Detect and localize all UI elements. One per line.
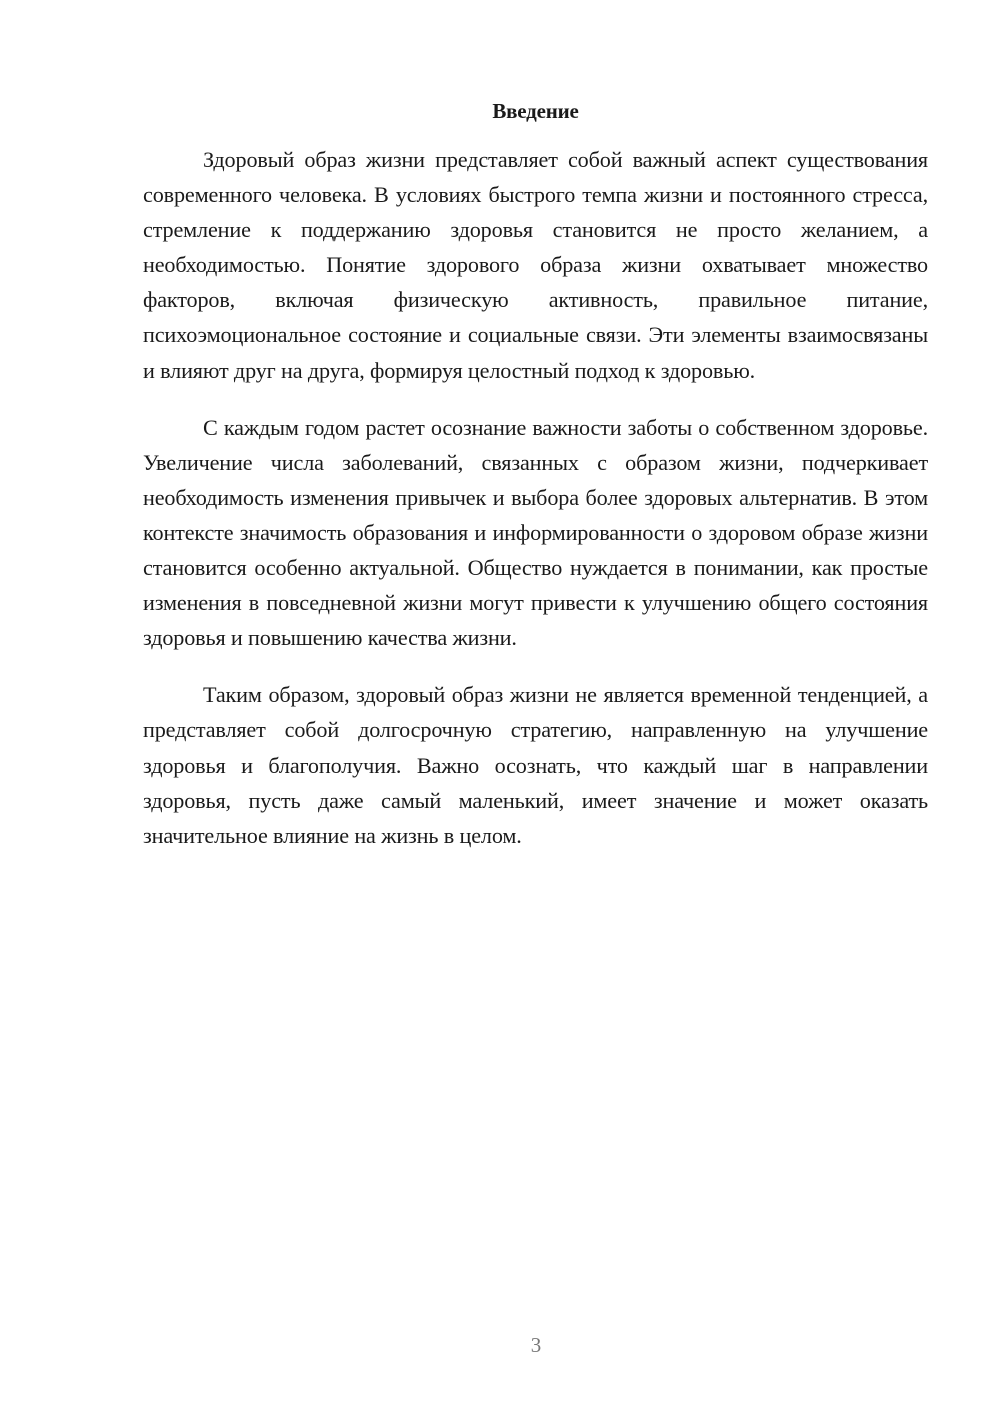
page-content <box>143 94 928 875</box>
page-number: 3 <box>530 1333 542 1357</box>
paragraph-1: Здоровый образ жизни представляет собой важный аспект существования современного человека. В условиях быстрого темпа жизни и постоянного стресса, стремление к поддержанию здоровья становится не просто желанием, а необходимостью. Понятие здорового образа жизни охватывает множество факторов, включая физическую активность, правильное питание, психоэмоциональное состояние и социальные связи. Эти элементы взаимосвязаны и влияют друг на друга, формируя целостный подход к здоровью. <box>143 147 928 383</box>
paragraph-3: Таким образом, здоровый образ жизни не является временной тенденцией, а представляет собой долгосрочную стратегию, направленную на улучшение здоровья и благополучия. Важно осознать, что каждый шаг в направлении здоровья, пусть даже самый маленький, имеет значение и может оказать значительное влияние на жизнь в целом. <box>143 682 928 848</box>
section-heading: Введение <box>492 99 579 123</box>
paragraph-2: С каждым годом растет осознание важности заботы о собственном здоровье. Увеличение числа заболеваний, связанных с образом жизни, подчеркивает необходимость изменения привычек и выбора более здоровых альтернатив. В этом контексте значимость образования и информированности о здоровом образе жизни становится особенно актуальной. Общество нуждается в понимании, как простые изменения в повседневной жизни могут привести к улучшению общего состояния здоровья и повышению качества жизни. <box>143 414 928 651</box>
